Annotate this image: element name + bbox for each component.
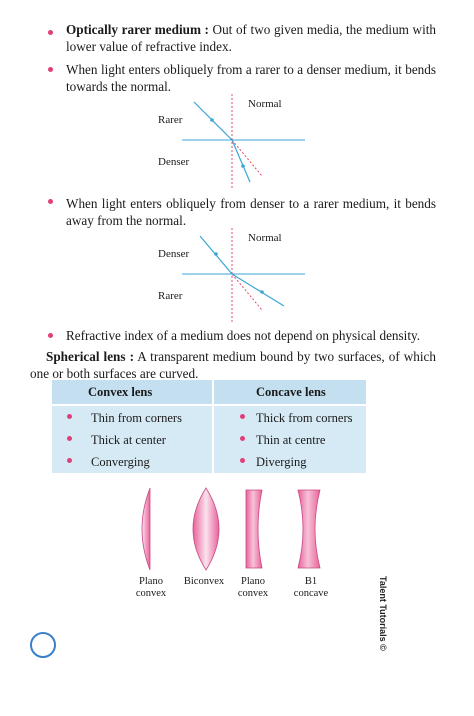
bullet-dot — [67, 436, 72, 441]
bold-term: Optically rarer medium : — [66, 22, 209, 37]
bullet-dot — [67, 414, 72, 419]
convex-item: Thick at center — [91, 433, 166, 447]
convex-header: Convex lens — [88, 385, 153, 399]
concave-header: Concave lens — [256, 385, 326, 399]
lens-caption: B1 concave — [293, 576, 329, 599]
bullet-text: Refractive index of a medium does not depend on physical density. — [66, 328, 421, 343]
page-corner-mark — [30, 632, 56, 658]
top-medium-label: Rarer — [158, 114, 183, 126]
bullet-dot — [67, 458, 72, 463]
biconvex-lens — [193, 488, 219, 570]
normal-label: Normal — [248, 98, 282, 110]
bullet-dot — [48, 30, 53, 35]
bullet-dot — [240, 414, 245, 419]
bold-term: Spherical lens : — [46, 349, 134, 364]
bottom-medium-label: Rarer — [158, 290, 183, 302]
bullet-text: Optically rarer medium : Out of two given media, the medium with lower value of refractive index. — [66, 22, 436, 54]
normal-label: Normal — [248, 232, 282, 244]
bullet-dot — [48, 333, 53, 338]
bullet-text: When light enters obliquely from a rarer to a denser medium, it bends towards the normal. — [66, 62, 436, 94]
refraction-diagram-denser-to-rarer — [150, 228, 320, 324]
bullet-dot — [240, 436, 245, 441]
undeviated-path — [232, 140, 262, 176]
convex-item: Converging — [91, 455, 150, 469]
bullet-dot — [48, 67, 53, 72]
side-watermark: Talent Tutorials © — [378, 576, 388, 651]
refracted-ray — [232, 140, 250, 182]
lens-caption: Plano convex — [135, 576, 167, 599]
spherical-lens-definition: Spherical lens : A transparent medium bound by two surfaces, of which one or both surfaces are curved. — [30, 349, 437, 381]
bullet-dot — [48, 199, 53, 204]
concave-item: Thin at centre — [256, 433, 326, 447]
concave-item: Diverging — [256, 455, 307, 469]
bullet-text: When light enters obliquely from denser to a rarer medium, it bends away from the normal. — [66, 196, 436, 228]
bullet-dot — [240, 458, 245, 463]
undeviated-path — [232, 274, 262, 310]
refraction-diagram-rarer-to-denser — [150, 94, 320, 190]
column-divider — [212, 380, 214, 473]
biconcave-lens — [298, 490, 320, 568]
lens-caption: Biconvex — [183, 576, 225, 587]
concave-item: Thick from corners — [256, 411, 353, 425]
lens-illustrations — [120, 484, 360, 574]
convex-item: Thin from corners — [91, 411, 182, 425]
bottom-medium-label: Denser — [158, 156, 190, 168]
header-divider — [52, 404, 366, 406]
lens-caption: Plano convex — [237, 576, 269, 599]
top-medium-label: Denser — [158, 248, 190, 260]
refracted-ray — [232, 274, 284, 306]
plano-convex-lens — [142, 488, 150, 570]
plano-concave-lens — [246, 490, 262, 568]
